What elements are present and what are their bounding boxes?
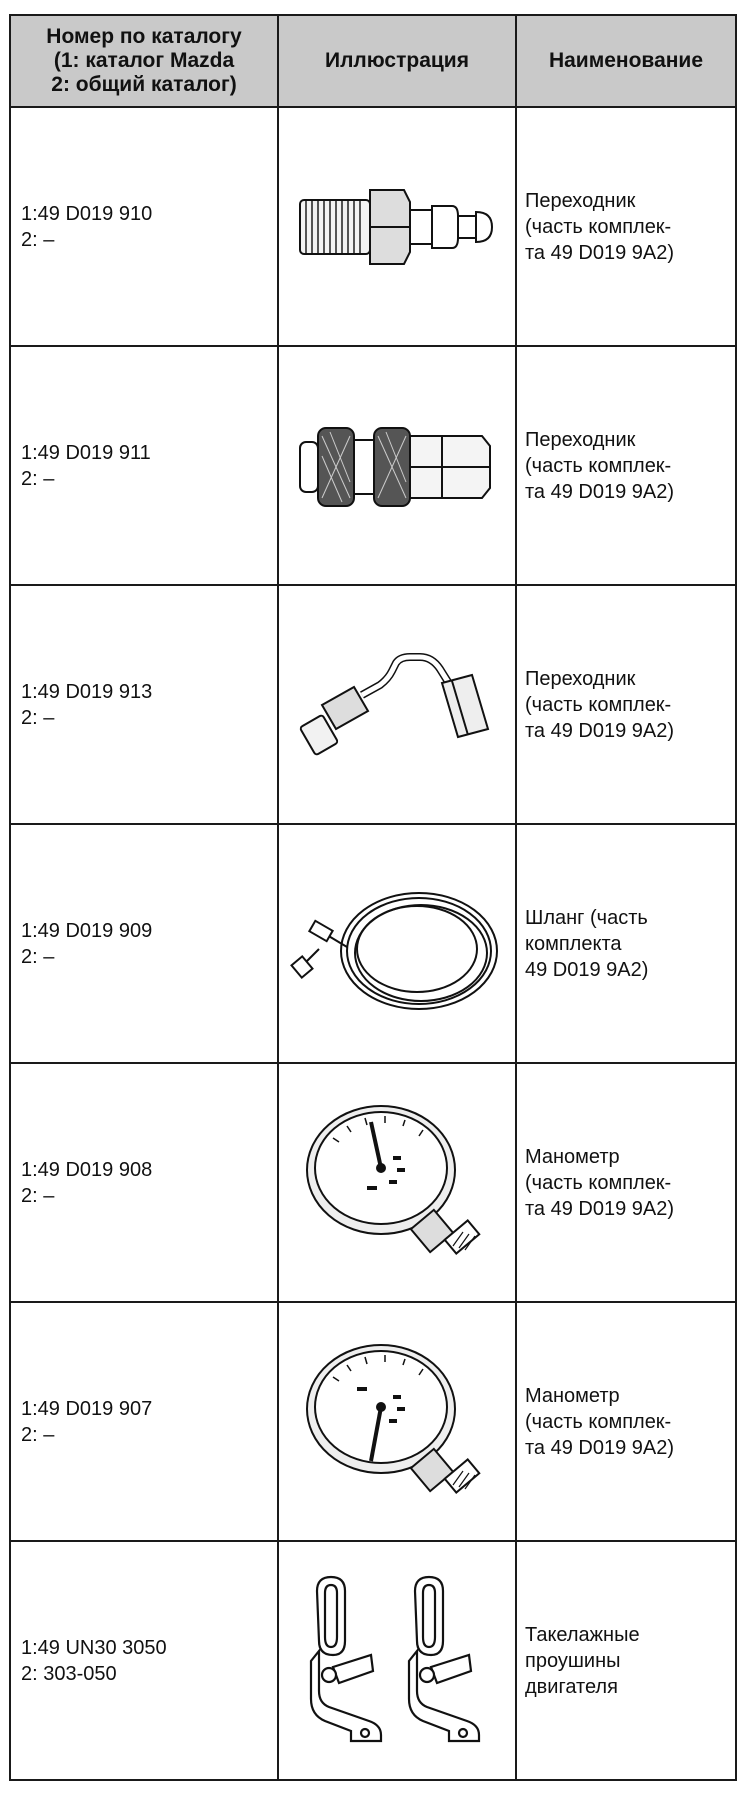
table-row <box>10 1541 736 1780</box>
catalog-number-cell: 1:49 D019 913 2: – <box>10 585 278 824</box>
item-name-cell: Манометр (часть комплек- та 49 D019 9A2) <box>516 1302 736 1541</box>
header-illustration: Иллюстрация <box>278 15 516 107</box>
illustration-cell <box>278 585 516 824</box>
catalog-number-cell: 1:49 UN30 3050 2: 303-050 <box>10 1541 278 1780</box>
item-name-cell: Переходник (часть комплек- та 49 D019 9A2) <box>516 346 736 585</box>
catalog-number-cell: 1:49 D019 909 2: – <box>10 824 278 1063</box>
header-catalog-number: Номер по каталогу (1: каталог Mazda 2: общий каталог) <box>10 15 278 107</box>
table-row <box>10 1063 736 1302</box>
adapter-bent-tube-icon <box>292 645 502 765</box>
illustration-cell <box>278 107 516 346</box>
table-row <box>10 824 736 1063</box>
table-row <box>10 346 736 585</box>
adapter-quick-coupler-icon <box>292 406 502 526</box>
header-name: Наименование <box>516 15 736 107</box>
item-name-cell: Такелажные проушины двигателя <box>516 1541 736 1780</box>
pressure-gauge-icon <box>297 1337 497 1507</box>
catalog-number-cell: 1:49 D019 908 2: – <box>10 1063 278 1302</box>
illustration-cell <box>278 824 516 1063</box>
item-name-cell: Переходник (часть комплек- та 49 D019 9A2) <box>516 585 736 824</box>
catalog-number-cell: 1:49 D019 910 2: – <box>10 107 278 346</box>
catalog-number-cell: 1:49 D019 907 2: – <box>10 1302 278 1541</box>
illustration-cell <box>278 1541 516 1780</box>
item-name-cell: Переходник (часть комплек- та 49 D019 9A2) <box>516 107 736 346</box>
hose-icon <box>289 869 505 1019</box>
illustration-cell <box>278 1063 516 1302</box>
adapter-male-fitting-icon <box>292 172 502 282</box>
pressure-gauge-icon <box>297 1098 497 1268</box>
illustration-cell <box>278 346 516 585</box>
engine-lifting-hooks-icon <box>289 1571 505 1751</box>
table-header-row <box>10 15 736 107</box>
item-name-cell: Шланг (часть комплекта 49 D019 9A2) <box>516 824 736 1063</box>
tools-table <box>9 14 737 1781</box>
table-row <box>10 1302 736 1541</box>
item-name-cell: Манометр (часть комплек- та 49 D019 9A2) <box>516 1063 736 1302</box>
table-row <box>10 107 736 346</box>
catalog-number-cell: 1:49 D019 911 2: – <box>10 346 278 585</box>
illustration-cell <box>278 1302 516 1541</box>
table-row <box>10 585 736 824</box>
